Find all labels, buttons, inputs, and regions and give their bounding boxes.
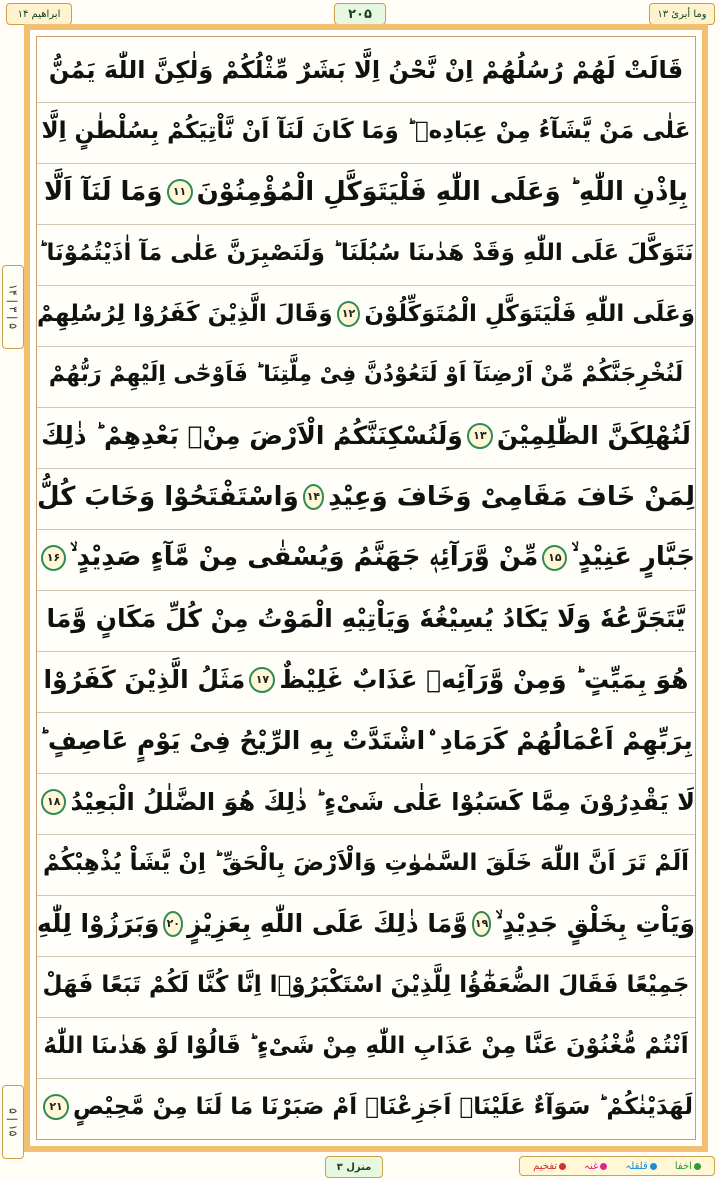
line-text: عَلٰى مَنْ يَّشَآءُ مِنْ عِبَادِهٖ ؕ وَمَا كَانَ لَنَآ اَنْ نَّاْتِيَكُمْ بِسُلْطٰنٍ اِلَّا: [41, 117, 691, 144]
ayah-marker: ۱۴: [303, 484, 324, 510]
line-text: لِمَنْ خَافَ مَقَامِىْ وَخَافَ وَعِيْدِ: [328, 481, 695, 512]
text-line-18: [37, 1074, 695, 1139]
legend-item: [584, 1161, 607, 1172]
text-line-10: [37, 586, 695, 652]
ayah-marker: ۱۲: [337, 301, 361, 327]
surah-name-tab: [6, 3, 72, 25]
tafkhim-color-dot: [559, 1163, 566, 1170]
legend-item: [675, 1161, 701, 1172]
line-text: وَعَلَى اللّٰهِ فَلْيَتَوَكَّلِ الْمُتَوَكِّلُوْنَ: [364, 300, 695, 327]
qalqala-color-dot: [650, 1163, 657, 1170]
legend-label: قلقلہ: [625, 1160, 648, 1172]
line-text: بِرَبِّهِمْ اَعْمَالُهُمْ كَرَمَادِ ۨاشْتَدَّتْ بِهِ الرِّيْحُ فِىْ يَوْمٍ عَاصِفٍ ؕ: [39, 726, 693, 755]
line-text: وَبَرَزُوْا لِلّٰهِ: [37, 909, 160, 938]
ayah-marker: ۱۱: [167, 179, 193, 205]
ayah-marker: ۲۰: [163, 911, 183, 937]
line-text: يَّتَجَرَّعُهٗ وَلَا يَكَادُ يُسِيْغُهٗ وَيَاْتِيْهِ الْمَوْتُ مِنْ كُلِّ مَكَانٍ وَّمَا: [46, 604, 686, 633]
line-text: جَبَّارٍ عَنِيْدٍ ۙ: [571, 542, 695, 572]
text-line-5: [37, 281, 695, 347]
text-line-13: [37, 769, 695, 835]
surah-name: ابراهیم ۱۴: [17, 8, 61, 20]
line-text: هُوَ بِمَيِّتٍ ؕ وَمِنْ وَّرَآئِهٖ عَذَابٌ غَلِيْظٌ: [279, 665, 689, 694]
page-number-tab: [334, 3, 386, 25]
text-line-14: [37, 830, 695, 896]
juz-marker: [2, 1085, 24, 1159]
line-text: وَّمَا ذٰلِكَ عَلَى اللّٰهِ بِعَزِيْزٍ: [187, 909, 468, 938]
ikhfa-color-dot: [694, 1163, 701, 1170]
text-line-9: [37, 525, 695, 591]
line-text: وَيَاْتِ بِخَلْقٍ جَدِيْدٍ ۙ: [495, 908, 695, 938]
legend-label: اخفا: [674, 1160, 692, 1172]
ghunna-color-dot: [600, 1163, 607, 1170]
page-number: ۲۰۵: [348, 6, 372, 22]
text-line-15: [37, 891, 695, 957]
text-line-1: [37, 37, 695, 103]
text-line-16: [37, 952, 695, 1018]
line-text: وَاسْتَفْتَحُوْا وَخَابَ كُلُّ: [37, 481, 299, 512]
hizb-text: ۱۴ | ۳ | ۵: [6, 284, 20, 330]
line-text: وَمَا لَنَآ اَلَّا: [44, 176, 163, 207]
manzil-tab: [325, 1156, 383, 1178]
hizb-marker: [2, 265, 24, 349]
manzil-label: منزل ۳: [336, 1161, 372, 1173]
line-text: بِاِذْنِ اللّٰهِ ؕ وَعَلَى اللّٰهِ فَلْيَتَوَكَّلِ الْمُؤْمِنُوْنَ: [196, 176, 688, 207]
text-line-4: [37, 220, 695, 286]
line-text: قَالَتْ لَهُمْ رُسُلُهُمْ اِنْ نَّحْنُ اِلَّا بَشَرٌ مِّثْلُكُمْ وَلٰكِنَّ اللّٰهَ يَمُنُّ: [48, 55, 684, 84]
line-text: لَنُهْلِكَنَّ الظّٰلِمِيْنَ: [496, 421, 691, 450]
juz-name-tab: [649, 3, 715, 25]
line-text: جَمِيْعًا فَقَالَ الضُّعَفٰٓؤُا لِلَّذِيْنَ اسْتَكْبَرُوْۤا اِنَّا كُنَّا لَكُمْ تَبَعًا فَهَلْ: [42, 971, 690, 998]
page-frame: [24, 24, 708, 1152]
text-line-17: [37, 1013, 695, 1079]
juz-text: ۵ | ۱۵: [6, 1107, 20, 1137]
ayah-marker: ۱۷: [249, 667, 275, 693]
text-line-7: [37, 403, 695, 469]
ayah-marker: ۲۱: [43, 1094, 69, 1120]
ayah-marker: ۱۳: [467, 423, 493, 449]
text-line-6: [37, 342, 695, 408]
line-text: لَا يَقْدِرُوْنَ مِمَّا كَسَبُوْا عَلٰى شَىْءٍ ؕ ذٰلِكَ هُوَ الضَّلٰلُ الْبَعِيْدُ: [70, 787, 695, 816]
line-text: اَنْتُمْ مُّغْنُوْنَ عَنَّا مِنْ عَذَابِ اللّٰهِ مِنْ شَىْءٍ ؕ قَالُوْا لَوْ هَدٰٮنَا اللّٰهُ: [43, 1032, 689, 1059]
tajweed-legend: [519, 1156, 715, 1176]
ayah-marker: ۱۶: [41, 545, 66, 571]
text-line-8: [37, 464, 695, 530]
ayah-marker: ۱۵: [542, 545, 567, 571]
line-text: مَثَلُ الَّذِيْنَ كَفَرُوْا: [43, 665, 246, 694]
line-text: اَلَمْ تَرَ اَنَّ اللّٰهَ خَلَقَ السَّمٰوٰتِ وَالْاَرْضَ بِالْحَقِّ ؕ اِنْ يَّشَاْ يُذْهِبْكُمْ: [42, 849, 690, 876]
line-text: وَلَنُسْكِنَنَّكُمُ الْاَرْضَ مِنْۢ بَعْدِهِمْ ؕ ذٰلِكَ: [41, 421, 463, 450]
line-text: نَتَوَكَّلَ عَلَى اللّٰهِ وَقَدْ هَدٰٮنَا سُبُلَنَا ؕ وَلَنَصْبِرَنَّ عَلٰى مَآ اٰذَيْتُمُوْنَا ؕ: [38, 239, 694, 266]
legend-label: تفخیم: [533, 1160, 558, 1172]
text-line-11: [37, 647, 695, 713]
juz-name: وما أبرئ ۱۳: [657, 8, 707, 20]
line-text: لَهَدَيْنٰكُمْ ؕ سَوَآءٌ عَلَيْنَاۤ اَجَزِعْنَاۤ اَمْ صَبَرْنَا مَا لَنَا مِنْ مَّحِيْصٍ: [73, 1093, 693, 1120]
legend-item: [625, 1161, 656, 1172]
legend-label: غنہ: [584, 1160, 599, 1172]
ayah-marker: ۱۹: [472, 911, 492, 937]
text-line-3: [37, 159, 695, 225]
line-text: وَقَالَ الَّذِيْنَ كَفَرُوْا لِرُسُلِهِمْ: [37, 300, 333, 327]
ayah-marker: ۱۸: [41, 789, 66, 815]
line-text: لَنُخْرِجَنَّكُمْ مِّنْ اَرْضِنَآ اَوْ لَتَعُوْدُنَّ فِىْ مِلَّتِنَا ؕ فَاَوْحٰٓى اِلَيْهِمْ رَبُّهُمْ: [48, 362, 684, 387]
text-area: [36, 36, 696, 1140]
text-line-12: [37, 708, 695, 774]
line-text: مِّنْ وَّرَآئِهٖ جَهَنَّمُ وَيُسْقٰى مِنْ مَّآءٍ صَدِيْدٍ ۙ: [69, 542, 539, 572]
legend-item: [533, 1161, 566, 1172]
text-line-2: [37, 98, 695, 164]
